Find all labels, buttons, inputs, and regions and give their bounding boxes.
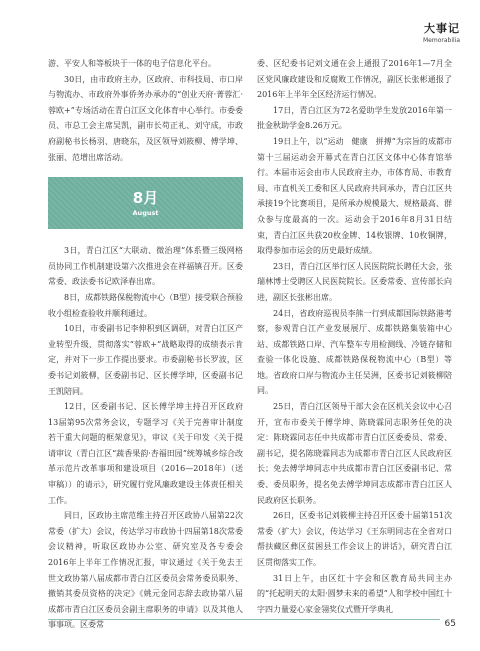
paragraph-aug-24: 24日，省政府巡视员李熊一行到成都国际铁路港考察，参观青白江产业发展展厅、成都铁路集装箱中心站、成都铁路口岸、汽车整车专用检测线、冷链存储和查验一体化设施、成都铁路保税物流中心（B型）等地。省政府口岸与物流办主任吴洲，区委书记刘筱柳陪同。: [257, 308, 452, 396]
month-subtitle: August: [132, 209, 159, 218]
paragraph-aug-25: 25日，青白江区领导干部大会在区机关会议中心召开，宣布市委关于傅学坤、陈晓霖同志职务任免的决定：陈晓霖同志任中共成都市青白江区委委员、常委、副书记，提名陈晓霖同志为成都市青白江区人民政府区长；免去傅学坤同志中共成都市青白江区委副书记、常委、委员职务，提名免去傅学坤同志成都市青白江区人民政府区长职务。: [257, 402, 452, 505]
paragraph-aug-31: 31日上午，由区红十字会和区教育局共同主办的“托起明天的太阳·圆梦未来的希望”人和学校中国红十字四力量爱心家金翎奖仪式暨开学典礼: [257, 573, 452, 614]
page-number: 65: [444, 619, 456, 629]
month-title: 8月: [132, 189, 159, 208]
paragraph-aug-12-same-day: 同日，区政协主席范维主持召开区政协八届第22次常委（扩大）会议，传达学习市政协十四届第18次常委会议精神，听取区政协办公室、研究室及各专委会2016年上半年工作情况汇报，审议通过《关于免去王世文政协第八届成都市青白江区委员会常务委员职务、撤销其委员资格的决定》《姚元金同志辞去政协第八届成都市青白江区委员会副主席职务的申请》以及其他人事事项。区委常: [48, 511, 243, 630]
paragraph-aug-8: 8日，成都铁路保税物流中心（B型）接受联合预验收小组检查验收并顺利通过。: [48, 292, 243, 318]
paragraph-aug-19: 19日上午，以“运动 健康 拼搏”为宗旨的成都市第十三届运动会开幕式在青白江区文体中心体育馆举行。本届市运会由市人民政府主办，市体育局、市教育局、市直机关工委和区人民政府共同承办，青白江区共承接19个比赛项目，是所承办规模最大、规格最高、群众参与度最高的一次。运动会于2016年8月31日结束，青白江区共获20枚金牌、14枚银牌、10枚铜牌，取得参加市运会的历史最好成绩。: [257, 136, 452, 256]
page-header: [423, 20, 460, 44]
left-column: [48, 56, 243, 633]
paragraph-aug-10: 10日，市委副书记李伸积到区调研，对青白江区产业转型升级、贯彻落实“蓉欧+”战略取得的成绩表示肯定，并对下一步工作提出要求。市委副秘书长罗波，区委书记刘筱柳，区委副书记、区长傅学坤，区委副书记王凯陪同。: [48, 324, 243, 396]
paragraph-continuation: 游、平安人和等板块于一体的电子信息化平台。: [48, 59, 216, 68]
paragraph-aug-23: 23日，青白江区举行区人民医院院长聘任大会，张瑞林博士受聘区人民医院院长。区委常委、宣传部长向进，副区长张彬出席。: [257, 261, 452, 302]
right-column: [257, 56, 452, 617]
section-title: 大事记: [424, 22, 460, 35]
paragraph-aug-26: 26日，区委书记刘筱柳主持召开区委十届第151次常委（扩大）会议，传达学习《王东明同志在全省对口帮扶藏区彝区贫困县工作会议上的讲话》，研究青白江区贯彻落实工作。: [257, 511, 452, 567]
month-banner-august: [48, 177, 243, 229]
paragraph-aug-3: 3日，青白江区“大联动、微治理”体系暨三级网格员协同工作机制建设第六次推进会在祥福镇召开。区委常委、政法委书记欧泽春出席。: [48, 246, 243, 287]
paragraph-continuation: 委、区纪委书记刘文通在会上通报了2016年1—7月全区党风廉政建设和反腐败工作情况，副区长张彬通报了2016年上半年全区经济运行情况。: [257, 59, 452, 100]
section-subtitle: Memorabilia: [422, 37, 460, 44]
footer-divider: [48, 619, 440, 623]
paragraph-aug-12: 12日，区委副书记、区长傅学坤主持召开区政府13届第95次常务会议，专题学习《关于完善审计制度若干重大问题的框架意见》，审议《关于印发〈关于提请审议（青白江区“蔬香果韵·杏福田园”统筹城乡综合改革示范片改革事项和建设项目（2016—2018年）（送审稿））的请示》，研究履行党风廉政建设主体责任相关工作。: [48, 402, 243, 505]
paragraph-aug-17: 17日，青白江区为72名爱助学生发放2016年第一批金秋助学金8.26万元。: [257, 105, 452, 131]
paragraph-jul-30: 30日，由市政府主办，区政府、市科技局、市口岸与物流办、市政府外事侨务办承办的“创业天府·菁蓉汇·蓉欧+”专场活动在青白江区文化体育中心举行。市委委员、市总工会主席吴凯，副市长苟正礼、刘守成，市政府副秘书长杨羽、唐晓东，及区领导刘筱柳、傅学坤、张丽、范增出席活动。: [48, 74, 243, 162]
